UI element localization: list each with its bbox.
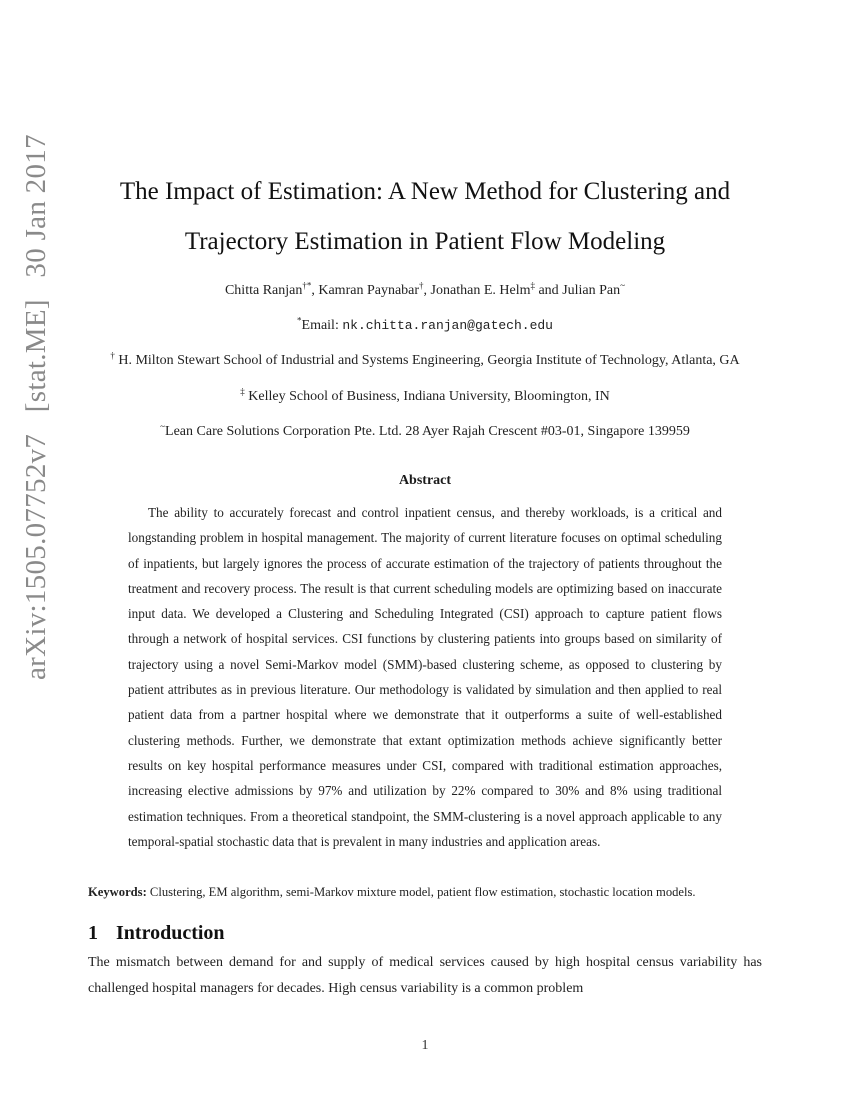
abstract-body: The ability to accurately forecast and control inpatient census, and thereby workloads, is a critical and longstanding problem in hospital management. The majority of current literature focuses on optimal scheduling of inpatients, but largely ignores the process of accurate estimation of the trajectory of patients throughout the treatment and recovery process. The result is that current scheduling models are optimizing based on inaccurate input data. We developed a Clustering and Scheduling Integrated (CSI) approach to capture patient flows through a network of hospital services. CSI functions by clustering patients into groups based on similarity of trajectory using a novel Semi-Markov model (SMM)-based clustering scheme, as opposed to clustering by patient attributes as in previous literature. Our methodology is validated by simulation and then applied to real patient data from a partner hospital where we demonstrate that it outperforms a suite of well-established clustering methods. Further, we demonstrate that extant optimization methods achieve significantly better results on key hospital performance measures under CSI, compared with traditional estimation approaches, increasing elective admissions by 97% and utilization by 22% compared to 30% and 8% using traditional estimation techniques. From a theoretical standpoint, the SMM-clustering is a novel approach applicable to any temporal-spatial stochastic data that is prevalent in many industries and application areas. (128, 505, 722, 849)
email-mark: * (297, 315, 302, 326)
email-link[interactable]: nk.chitta.ranjan@gatech.edu (342, 318, 553, 333)
introduction-paragraph: The mismatch between demand for and supply of medical services caused by high hospital census variability has challenged hospital managers for decades. High census variability is a common problem (88, 955, 762, 996)
author-list (0, 280, 850, 299)
author-name: Chitta Ranjan (224, 283, 303, 298)
page-number: 1 (421, 1038, 429, 1053)
author-separator: , (311, 283, 319, 298)
arxiv-date: 30 Jan 2017 (20, 134, 52, 278)
section-heading-introduction (88, 922, 225, 945)
section-number: 1 (88, 922, 98, 944)
author-name: Jonathan E. Helm (430, 283, 531, 298)
affiliation-mark: ~ (160, 421, 166, 432)
affiliation-mark: ‡ (240, 386, 245, 397)
arxiv-id: arXiv:1505.07752v7 (20, 433, 52, 680)
keywords (88, 885, 768, 900)
affiliation-text: Kelley School of Business, Indiana University, Bloomington, IN (244, 389, 610, 404)
affiliation-lean-care (0, 421, 850, 440)
arxiv-category: [stat.ME] (20, 299, 52, 413)
author-marks: † (419, 280, 424, 291)
author-separator: , (423, 283, 431, 298)
abstract-heading: Abstract (398, 473, 452, 488)
keywords-label: Keywords: (88, 885, 147, 899)
paper-title-line-2: Trajectory Estimation in Patient Flow Modeling (184, 228, 666, 255)
author-name: Julian Pan (562, 283, 621, 298)
paper-title-line-1: The Impact of Estimation: A New Method for Clustering and (119, 178, 731, 205)
email-label: Email: (301, 318, 343, 333)
affiliation-text: Lean Care Solutions Corporation Pte. Ltd. 28 Ayer Rajah Crescent #03-01, Singapore 139959 (165, 424, 690, 439)
author-marks: ~ (620, 280, 626, 291)
author-name: Kamran Paynabar (318, 283, 420, 298)
affiliation-georgia-tech (0, 350, 850, 369)
affiliation-indiana (0, 386, 850, 405)
affiliation-text: H. Milton Stewart School of Industrial and Systems Engineering, Georgia Institute of Technology, Atlanta, GA (114, 353, 740, 368)
author-marks: ‡ (530, 280, 535, 291)
affiliation-mark: † (110, 350, 115, 361)
author-marks: †* (302, 280, 312, 291)
author-separator: and (534, 283, 563, 298)
email-line (0, 315, 850, 334)
section-title: Introduction (116, 922, 225, 944)
keywords-list: Clustering, EM algorithm, semi-Markov mixture model, patient flow estimation, stochastic location models. (146, 885, 696, 899)
